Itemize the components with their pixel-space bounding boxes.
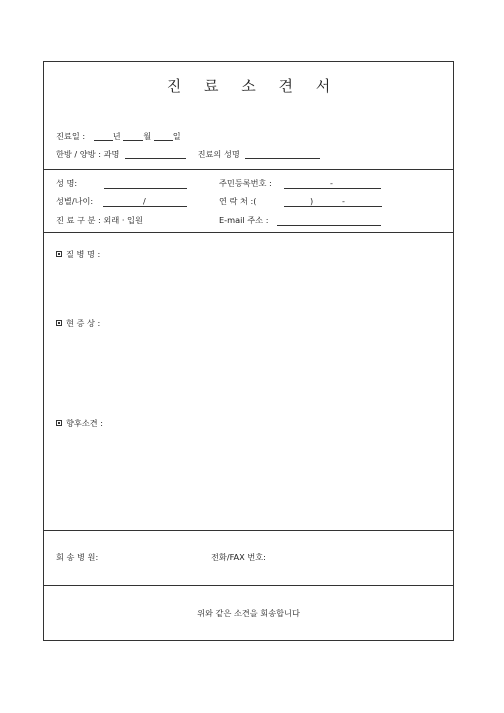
contact-dash: - (342, 196, 345, 206)
symptoms-label: 현 증 상 : (66, 318, 101, 328)
square-bullet-icon (56, 420, 62, 426)
visit-date-label: 진료일 : (56, 131, 86, 141)
opinion-row[interactable] (56, 418, 103, 428)
referral-phone-label: 전화/FAX 번호: (211, 552, 266, 562)
name-label: 성 명: (56, 178, 78, 188)
year-field[interactable] (94, 131, 113, 141)
dept-row (56, 149, 320, 159)
day-label: 일 (172, 131, 181, 141)
gender-age-label: 성별/나이: (56, 196, 94, 206)
diagnosis-row[interactable] (56, 249, 100, 259)
contact-label: 연 락 처 :( (219, 196, 257, 206)
form-title: 진 료 소 견 서 (166, 77, 340, 95)
clinical-section (44, 233, 453, 531)
email-field[interactable] (277, 216, 381, 226)
doctor-label: 진료의 성명 (197, 149, 240, 159)
contact-field[interactable] (284, 197, 382, 207)
patient-section (44, 170, 453, 233)
symptoms-row[interactable] (56, 318, 100, 328)
opinion-label: 향후소견 : (66, 418, 103, 428)
referral-form (43, 61, 454, 641)
name-field[interactable] (104, 179, 187, 189)
diagnosis-label: 질 병 명 : (66, 249, 101, 259)
referral-section (44, 531, 453, 586)
month-field[interactable] (123, 131, 143, 141)
rrn-label: 주민등록번호 : (219, 178, 272, 188)
square-bullet-icon (56, 320, 62, 326)
referral-hospital-label: 회 송 병 원: (56, 552, 99, 562)
day-field[interactable] (154, 131, 173, 141)
square-bullet-icon (56, 251, 62, 257)
header-section (44, 62, 453, 170)
statement-section (44, 586, 453, 640)
contact-paren-close: ) (310, 196, 314, 206)
gender-age-slash: / (143, 196, 146, 206)
referral-statement: 위와 같은 소견을 회송합니다 (197, 608, 300, 618)
dept-field[interactable] (125, 149, 186, 159)
visit-date-row (56, 131, 181, 141)
doctor-field[interactable] (245, 149, 320, 159)
year-label: 년 (112, 131, 121, 141)
rrn-dash: - (330, 178, 333, 188)
email-label: E-mail 주소 : (219, 215, 269, 225)
month-label: 월 (143, 131, 152, 141)
dept-label: 한방 / 양방 : 과명 (56, 149, 120, 159)
visit-type-label: 진 료 구 분 : 외래 · 입원 (56, 215, 143, 225)
